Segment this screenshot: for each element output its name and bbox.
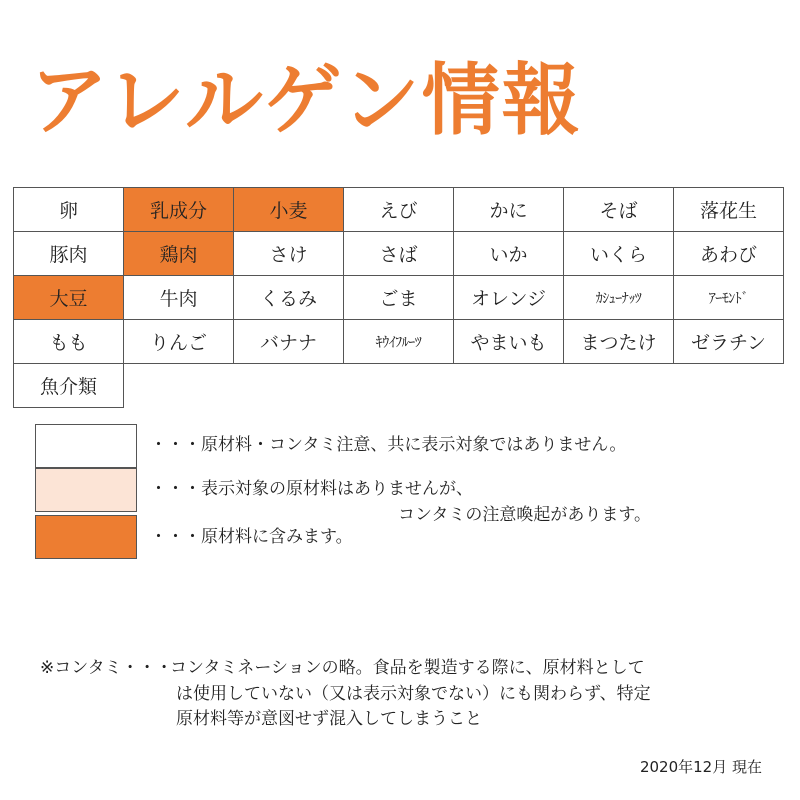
allergen-cell: さけ: [234, 232, 344, 276]
allergen-cell: やまいも: [454, 320, 564, 364]
allergen-cell: ゼラチン: [674, 320, 784, 364]
allergen-cell: 魚介類: [14, 364, 124, 408]
legend-none-text: ・・・原材料・コンタミ注意、共に表示対象ではありません。: [150, 435, 627, 455]
allergen-cell: えび: [344, 188, 454, 232]
allergen-cell: 豚肉: [14, 232, 124, 276]
allergen-row: [14, 276, 784, 320]
allergen-cell: まつたけ: [564, 320, 674, 364]
as-of-date: 2020年12月 現在: [639, 758, 762, 776]
allergen-row: [14, 320, 784, 364]
legend-swatch-none: [35, 424, 137, 468]
allergen-cell: ｱｰﾓﾝﾄﾞ: [674, 276, 784, 320]
legend-contains-text: ・・・原材料に含みます。: [150, 527, 353, 547]
page-title: アレルゲン情報: [30, 56, 582, 146]
allergen-cell: 鶏肉: [124, 232, 234, 276]
note-line-1: コンタミネーションの略。食品を製造する際に、原材料として: [170, 658, 645, 678]
allergen-row: [14, 232, 784, 276]
allergen-cell: もも: [14, 320, 124, 364]
allergen-cell: 落花生: [674, 188, 784, 232]
note-line-2: は使用していない（又は表示対象でない）にも関わらず、特定: [176, 684, 651, 704]
legend-caution-text-1: ・・・表示対象の原材料はありませんが、: [150, 479, 473, 499]
allergen-cell: 大豆: [14, 276, 124, 320]
allergen-row: [14, 188, 784, 232]
allergen-cell: 乳成分: [124, 188, 234, 232]
legend-caution-text-2: コンタミの注意喚起があります。: [398, 505, 651, 525]
allergen-table: [13, 187, 784, 408]
allergen-cell: さば: [344, 232, 454, 276]
allergen-cell: 小麦: [234, 188, 344, 232]
legend-swatch-caution: [35, 468, 137, 512]
allergen-cell: 牛肉: [124, 276, 234, 320]
allergen-cell: バナナ: [234, 320, 344, 364]
allergen-cell: オレンジ: [454, 276, 564, 320]
allergen-cell: あわび: [674, 232, 784, 276]
allergen-cell: ｷｳｲﾌﾙｰﾂ: [344, 320, 454, 364]
allergen-cell: ｶｼｭｰﾅｯﾂ: [564, 276, 674, 320]
allergen-cell: くるみ: [234, 276, 344, 320]
allergen-cell: りんご: [124, 320, 234, 364]
allergen-row: [14, 364, 784, 408]
allergen-cell: 卵: [14, 188, 124, 232]
allergen-cell: いくら: [564, 232, 674, 276]
allergen-cell: そば: [564, 188, 674, 232]
allergen-cell: ごま: [344, 276, 454, 320]
legend-swatch-contains: [35, 515, 137, 559]
allergen-cell: かに: [454, 188, 564, 232]
allergen-cell: いか: [454, 232, 564, 276]
note-line-3: 原材料等が意図せず混入してしまうこと: [176, 709, 482, 729]
note-label: ※コンタミ・・・: [40, 658, 173, 678]
